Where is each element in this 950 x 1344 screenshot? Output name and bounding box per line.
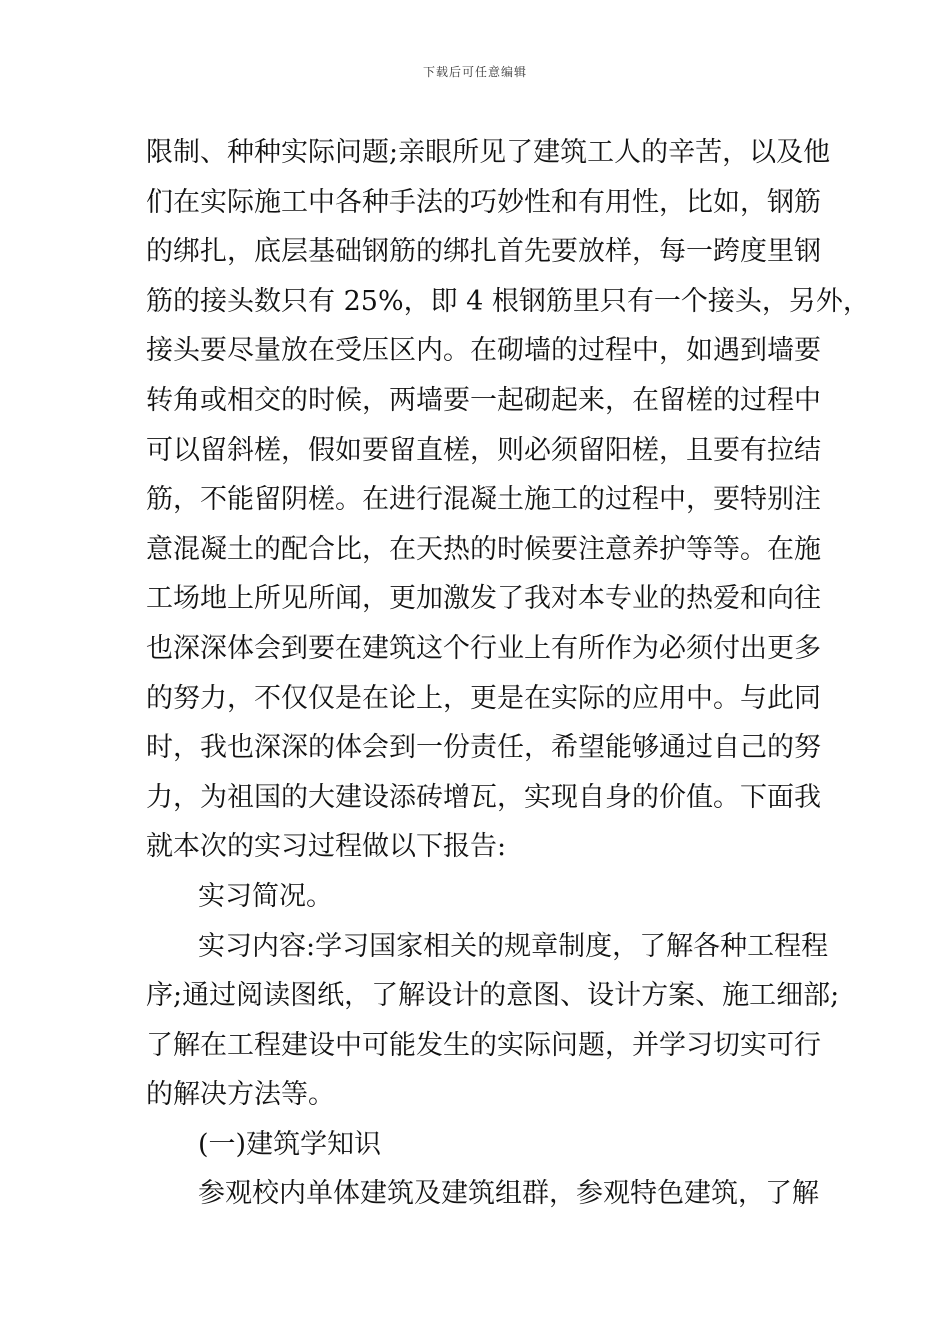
text-line: 了解在工程建设中可能发生的实际问题，并学习切实可行 [146, 1029, 821, 1061]
text-line: 力，为祖国的大建设添砖增瓦，实现自身的价值。下面我 [146, 781, 821, 813]
text-line: 时，我也深深的体会到一份责任，希望能够通过自己的努 [146, 732, 821, 764]
text-line: 序;通过阅读图纸，了解设计的意图、设计方案、施工细部; [146, 980, 840, 1012]
section-heading: (一)建筑学知识 [198, 1128, 382, 1160]
text-line: 的努力，不仅仅是在论上，更是在实际的应用中。与此同 [146, 682, 821, 714]
text-line: 的绑扎，底层基础钢筋的绑扎首先要放样，每一跨度里钢 [146, 236, 821, 268]
text-line: 就本次的实习过程做以下报告: [146, 831, 507, 863]
text-line: 接头要尽量放在受压区内。在砌墙的过程中，如遇到墙要 [146, 335, 821, 367]
text-line: 工场地上所见所闻，更加激发了我对本专业的热爱和向往 [146, 583, 821, 615]
section-heading: 实习简况。 [198, 880, 333, 912]
text-line: 也深深体会到要在建筑这个行业上有所作为必须付出更多 [146, 632, 821, 664]
document-body [146, 128, 870, 1219]
text-line: 转角或相交的时候，两墙要一起砌起来，在留槎的过程中 [146, 384, 821, 416]
text-line: 的解决方法等。 [146, 1079, 335, 1111]
text-line: 实习内容:学习国家相关的规章制度，了解各种工程程 [198, 930, 829, 962]
text-line: 们在实际施工中各种手法的巧妙性和有用性，比如，钢筋 [146, 186, 821, 218]
text-line: 意混凝土的配合比，在天热的时候要注意养护等等。在施 [146, 533, 821, 565]
text-line: 限制、种种实际问题;亲眼所见了建筑工人的辛苦，以及他 [146, 137, 831, 168]
text-line: 参观校内单体建筑及建筑组群，参观特色建筑，了解 [198, 1178, 819, 1210]
page-header: 下载后可任意编辑 [422, 65, 527, 79]
text-line: 筋的接头数只有 25%，即 4 根钢筋里只有一个接头，另外， [146, 285, 870, 317]
text-line: 筋，不能留阴槎。在进行混凝土施工的过程中，要特别注 [146, 484, 821, 516]
text-line: 可以留斜槎，假如要留直槎，则必须留阳槎，且要有拉结 [146, 434, 821, 466]
